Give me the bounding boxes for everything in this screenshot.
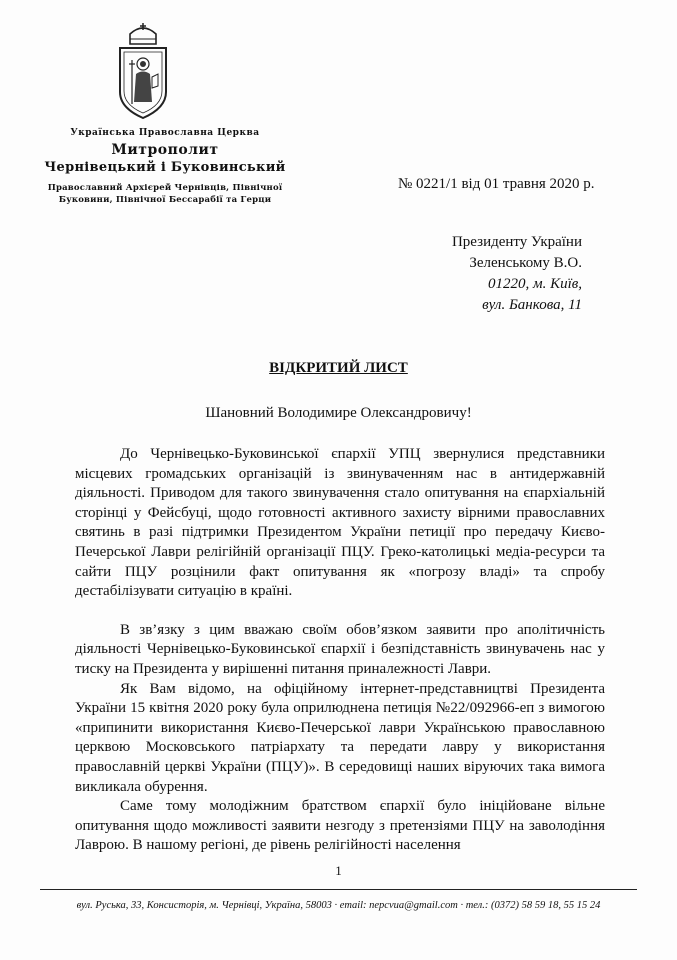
- document-reference: № 0221/1 від 01 травня 2020 р.: [398, 176, 595, 192]
- footer-divider: [40, 889, 637, 890]
- recipient-line: Зеленському В.О.: [469, 255, 582, 271]
- body-paragraph: До Чернівецько-Буковинської єпархії УПЦ звернулися представники місцевих громадських організацій із звинуваченням нас в антидержавній діяльності. Приводом для такого звинувачення стало опитування на єпархіальній сторінці у Фейсбуці, щодо готовності активного захисту вірними православних святинь в разі підтримки Президентом України петиції про передачу Києво-Печерської Лаври релігійній організації ПЦУ. Греко-католицькі медіа-ресурси та сайти ПЦУ розцінили факт опитування як «погрозу владі» та спробу дестабілізувати ситуацію в країні.: [75, 446, 605, 600]
- sender-subtitle: Чернівецький і Буковинський: [44, 160, 286, 175]
- church-name: Українська Православна Церква: [70, 128, 260, 138]
- greeting: Шановний Володимире Олександровичу!: [205, 405, 472, 421]
- sender-description: [40, 182, 290, 206]
- letter-body: [75, 445, 605, 856]
- body-paragraph: В зв’язку з цим вважаю своїм обов’язком заявити про аполітичність діяльності Чернівецько-Буковинської єпархії і безпідставність звинувачень нас у тиску на Президента у вирішенні питання приналежності Лаври.: [75, 621, 605, 677]
- recipient-line: вул. Банкова, 11: [482, 297, 582, 313]
- body-paragraph: Як Вам відомо, на офіційному інтернет-представництві Президента України 15 квітня 2020 року була оприлюднена петиція №22/092966-еп з вимогою «припинити використання Києво-Печерської лаври Українською православною церквою Московського патріархату та передати лавру у використання православній церкві України (ПЦУ)». В середовищі наших віруючих така вимога викликала обурення.: [75, 680, 605, 795]
- sender-title: Митрополит: [111, 142, 219, 158]
- page-number: 1: [335, 863, 342, 878]
- bishop-coat-of-arms-icon: [112, 22, 174, 122]
- recipient-address: [452, 232, 582, 316]
- footer-contacts: вул. Руська, 33, Консисторія, м. Чернівці, Україна, 58003 · email: nepcvua@gmail.com · тел.: (0372) 58 59 18, 55 15 24: [76, 900, 601, 911]
- body-paragraph: Саме тому молодіжним братством єпархії було ініційоване вільне опитування щодо можливості заявити незгоду з претензіями ПЦУ на заволодіння Лаврою. В нашому регіоні, де рівень релігійності населення: [75, 798, 605, 854]
- sender-description-line: Православний Архієрей Чернівців, Північної: [47, 183, 283, 193]
- recipient-line: 01220, м. Київ,: [488, 276, 582, 292]
- sender-description-line: Буковини, Північної Бессарабії та Герци: [58, 195, 272, 205]
- recipient-line: Президенту України: [451, 234, 582, 250]
- letter-title: ВІДКРИТИЙ ЛИСТ: [269, 360, 408, 376]
